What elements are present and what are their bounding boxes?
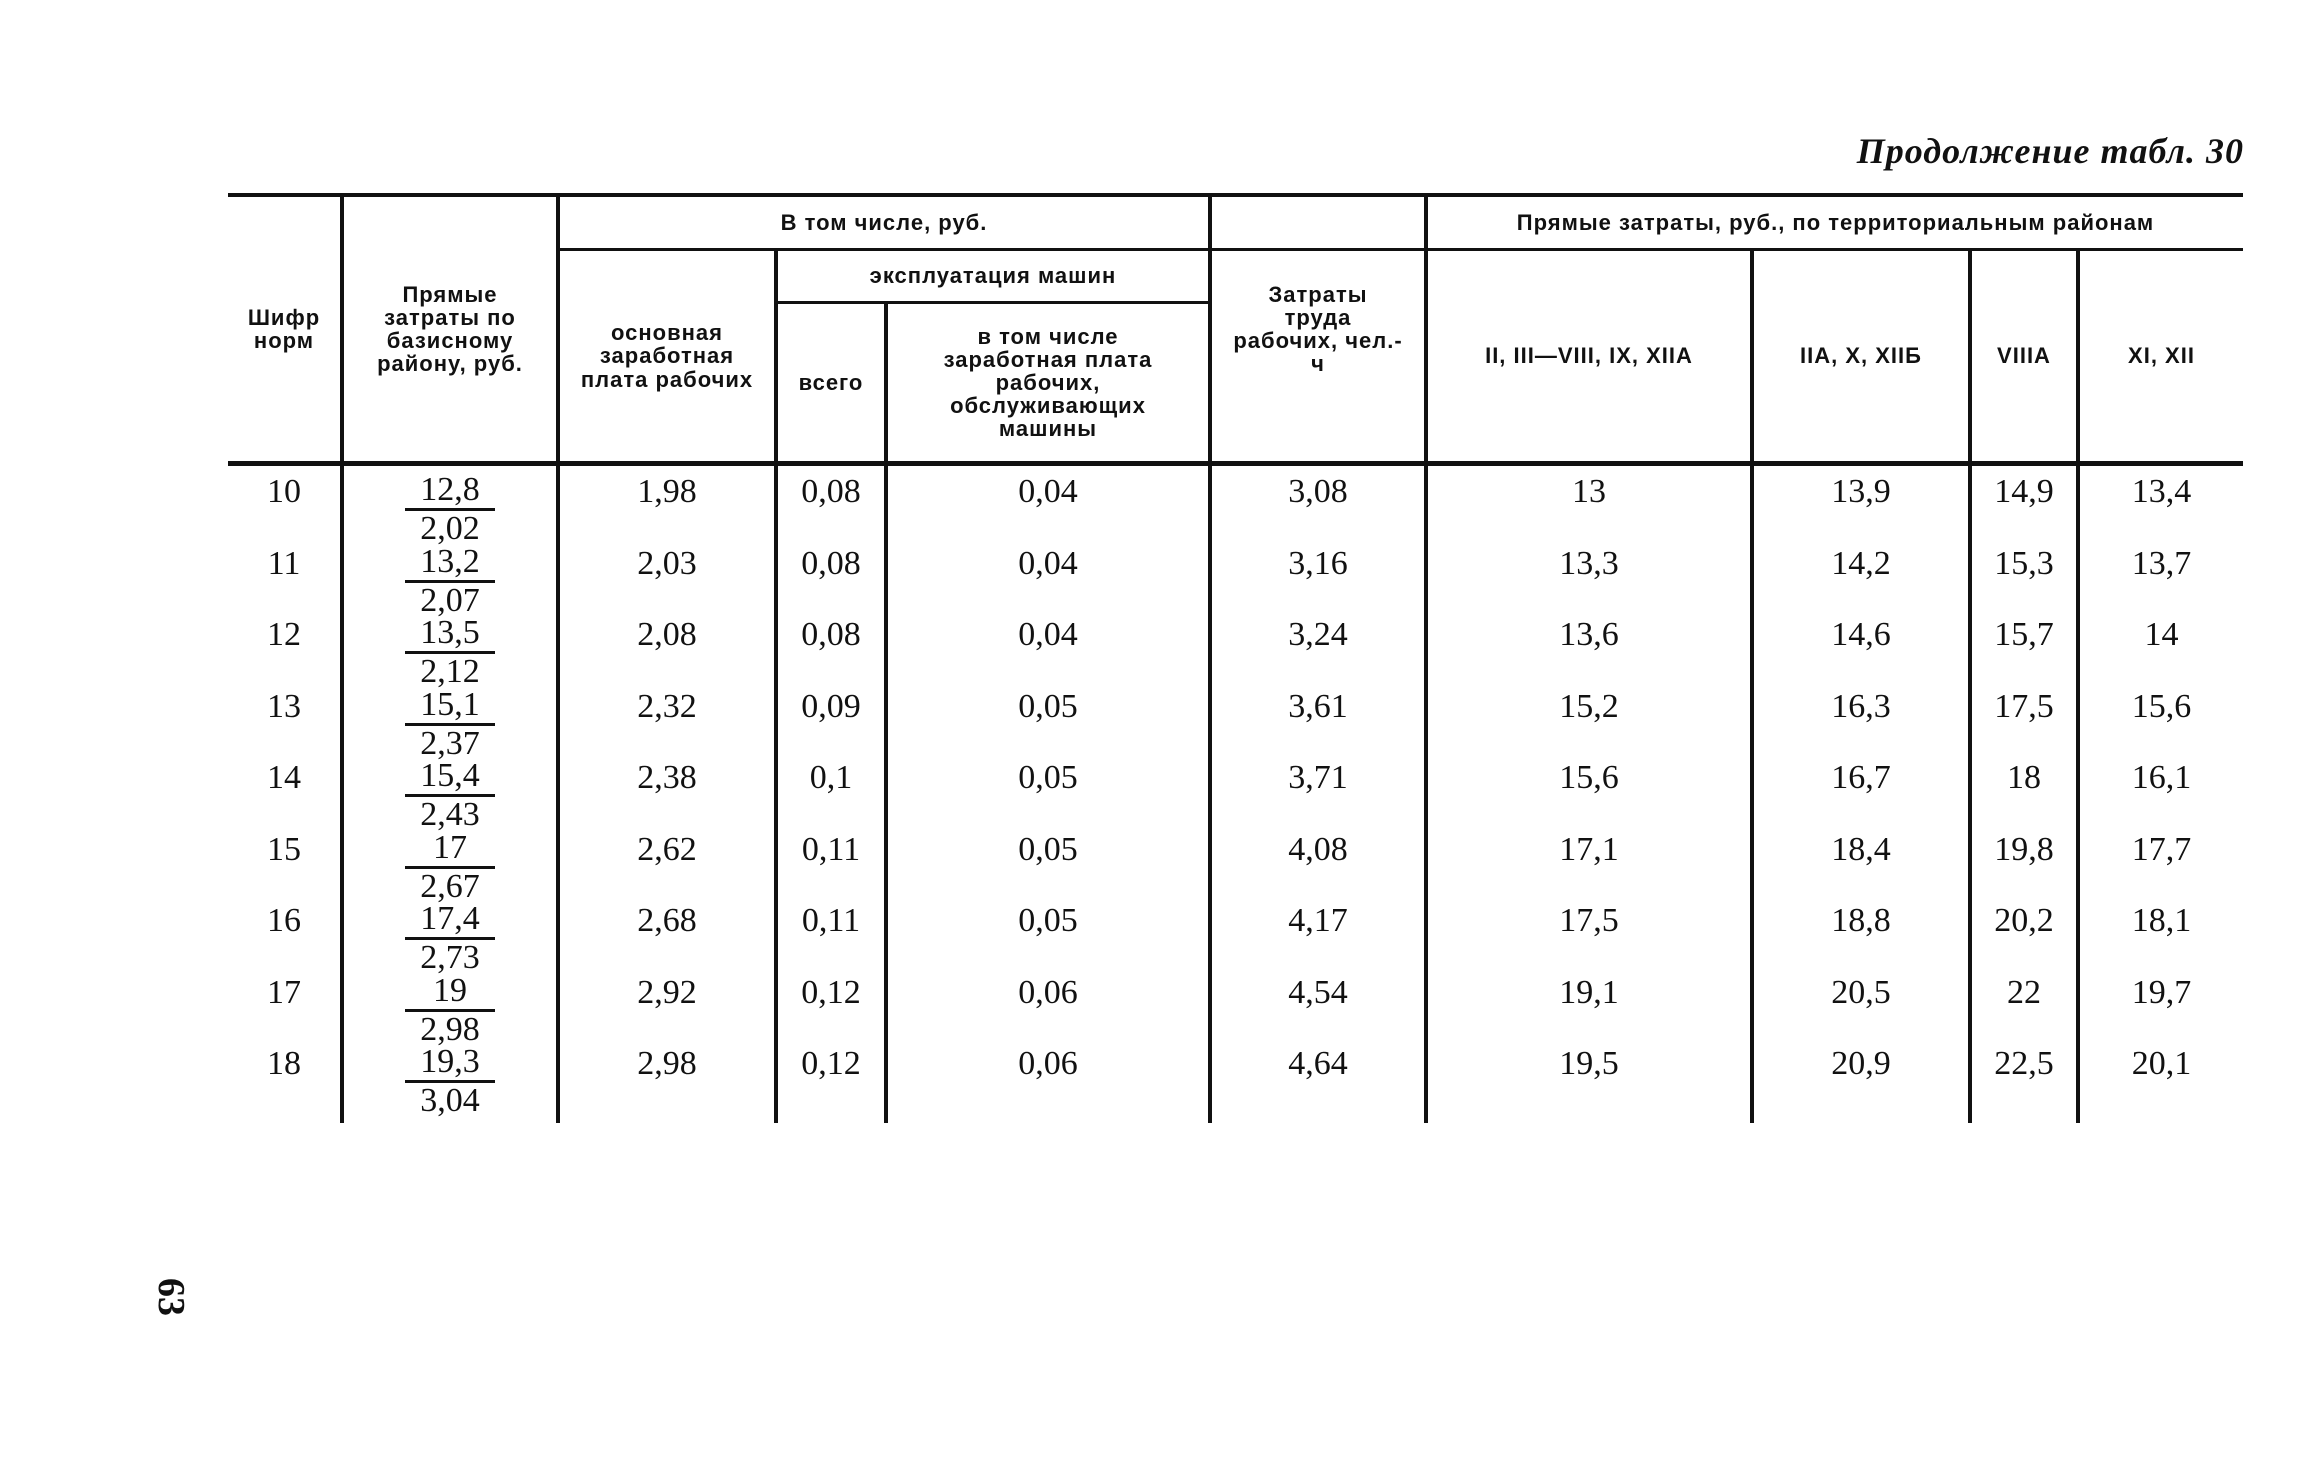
cell-direct-base-fraction	[405, 971, 495, 1048]
header-region-3: VIIIA	[1997, 343, 2051, 369]
cell-direct-base-fraction	[405, 685, 495, 762]
cell-region-2: 16,7	[1831, 759, 1891, 796]
cell-region-2: 20,9	[1831, 1045, 1891, 1082]
cell-region-3: 22,5	[1994, 1045, 2054, 1082]
cell-region-1: 13,6	[1559, 616, 1619, 653]
fraction-denominator: 2,12	[420, 653, 480, 690]
cell-incl: 0,06	[1018, 973, 1078, 1011]
header-incl-group: В том числе, руб.	[780, 209, 988, 235]
cell-base-wage: 2,03	[637, 544, 697, 582]
cell-incl: 0,04	[1018, 544, 1078, 582]
cell-region-4: 13,7	[2131, 544, 2192, 582]
cell-base-wage: 2,38	[637, 759, 697, 796]
cell-region-1: 17,5	[1559, 902, 1619, 939]
cell-total: 0,11	[801, 902, 861, 939]
table-header-rule	[228, 461, 2243, 466]
header-labor: Затраты труда рабочих, чел.-ч	[1233, 281, 1403, 377]
cell-region-1: 19,5	[1559, 1045, 1619, 1082]
cell-incl: 0,05	[1018, 759, 1078, 796]
header-total: всего	[798, 369, 864, 395]
cell-total: 0,1	[809, 759, 853, 796]
cell-region-4: 15,6	[2131, 687, 2192, 725]
cell-region-3: 17,5	[1994, 687, 2054, 725]
cell-incl: 0,04	[1018, 473, 1078, 510]
cell-region-1: 15,6	[1559, 759, 1619, 796]
header-machine-op: эксплуатация машин	[869, 263, 1117, 289]
cell-code: 15	[267, 830, 301, 868]
cell-incl: 0,05	[1018, 902, 1078, 939]
fraction-numerator: 12,8	[405, 473, 495, 511]
cell-base-wage: 2,08	[637, 616, 697, 653]
fraction-denominator: 2,98	[420, 1010, 480, 1048]
cell-code: 12	[267, 616, 301, 653]
cell-code: 17	[267, 973, 301, 1011]
cell-region-3: 22	[2007, 973, 2041, 1011]
cell-base-wage: 2,32	[637, 687, 697, 725]
cell-region-2: 18,8	[1831, 902, 1891, 939]
fraction-denominator: 2,37	[420, 724, 480, 762]
cell-region-3: 15,3	[1994, 544, 2054, 582]
cell-region-3: 14,9	[1994, 473, 2054, 510]
table-caption: Продолжение табл. 30	[1856, 131, 2244, 171]
fraction-denominator: 2,07	[420, 581, 480, 619]
cell-region-2: 18,4	[1831, 830, 1891, 868]
header-region-2: IIA, X, XIIБ	[1800, 343, 1922, 369]
cell-incl: 0,04	[1018, 616, 1078, 653]
cell-region-3: 20,2	[1994, 902, 2054, 939]
cell-region-4: 16,1	[2131, 759, 2192, 796]
fraction-numerator: 19,3	[405, 1045, 495, 1083]
header-regions-group: Прямые затраты, руб., по территориальным районам	[1516, 209, 2155, 235]
cell-total: 0,08	[801, 473, 861, 510]
cell-region-1: 15,2	[1559, 687, 1619, 725]
cell-total: 0,11	[801, 830, 861, 868]
cell-labor: 3,61	[1288, 687, 1348, 725]
cell-total: 0,08	[801, 616, 861, 653]
cell-region-4: 19,7	[2131, 973, 2192, 1011]
cell-labor: 4,08	[1288, 830, 1348, 868]
header-direct-base: Прямые затраты по базисному району, руб.	[377, 281, 523, 377]
fraction-denominator: 2,02	[420, 510, 480, 547]
cell-region-2: 14,6	[1831, 616, 1891, 653]
cell-total: 0,12	[801, 973, 861, 1011]
cell-region-3: 19,8	[1994, 830, 2054, 868]
cell-base-wage: 2,68	[637, 902, 697, 939]
header-incl-machinist-wage: в том числе заработная плата рабочих, обслуживающих машины	[943, 323, 1153, 442]
cell-incl: 0,05	[1018, 830, 1078, 868]
cell-region-3: 18	[2007, 759, 2041, 796]
cell-base-wage: 2,98	[637, 1045, 697, 1082]
cell-labor: 4,64	[1288, 1045, 1348, 1082]
fraction-numerator: 17,4	[405, 902, 495, 940]
fraction-numerator: 17	[405, 831, 495, 869]
cell-total: 0,09	[801, 687, 861, 725]
cell-region-2: 20,5	[1831, 973, 1891, 1011]
cell-region-4: 20,1	[2131, 1045, 2192, 1082]
fraction-denominator: 3,04	[420, 1082, 480, 1119]
cell-base-wage: 2,62	[637, 830, 697, 868]
cell-region-1: 13,3	[1559, 544, 1619, 582]
cell-direct-base-fraction	[405, 828, 495, 905]
cell-incl: 0,05	[1018, 687, 1078, 725]
cell-direct-base-fraction	[405, 616, 495, 689]
cell-region-4: 17,7	[2131, 830, 2192, 868]
cell-code: 14	[267, 759, 301, 796]
header-base-wage: основная заработная плата рабочих	[580, 320, 754, 392]
fraction-denominator: 2,73	[420, 939, 480, 976]
cell-region-2: 16,3	[1831, 687, 1891, 725]
fraction-numerator: 13,5	[405, 616, 495, 654]
cell-region-1: 17,1	[1559, 830, 1619, 868]
cell-region-2: 14,2	[1831, 544, 1891, 582]
cell-labor: 3,16	[1288, 544, 1348, 582]
cell-total: 0,08	[801, 544, 861, 582]
header-region-4: XI, XII	[2128, 343, 2195, 369]
cell-code: 11	[267, 544, 301, 582]
cell-labor: 3,71	[1288, 759, 1348, 796]
cell-labor: 3,24	[1288, 616, 1348, 653]
cell-direct-base-fraction	[405, 902, 495, 975]
fraction-numerator: 15,4	[405, 759, 495, 797]
cell-direct-base-fraction	[405, 473, 495, 546]
cell-labor: 4,17	[1288, 902, 1348, 939]
cell-incl: 0,06	[1018, 1045, 1078, 1082]
cell-direct-base-fraction	[405, 542, 495, 619]
cell-total: 0,12	[801, 1045, 861, 1082]
cell-direct-base-fraction	[405, 759, 495, 832]
cell-region-1: 13	[1572, 473, 1606, 510]
cell-region-4: 14	[2144, 616, 2179, 653]
cell-base-wage: 1,98	[637, 473, 697, 510]
fraction-denominator: 2,43	[420, 796, 480, 833]
cell-code: 18	[267, 1045, 301, 1082]
fraction-numerator: 15,1	[405, 688, 495, 726]
cell-region-4: 18,1	[2131, 902, 2192, 939]
cell-region-2: 13,9	[1831, 473, 1891, 510]
data-table	[228, 193, 2243, 1123]
fraction-numerator: 13,2	[405, 545, 495, 583]
cell-region-3: 15,7	[1994, 616, 2054, 653]
cell-labor: 4,54	[1288, 973, 1348, 1011]
cell-region-4: 13,4	[2131, 473, 2192, 510]
cell-code: 13	[267, 687, 301, 725]
cell-code: 16	[267, 902, 301, 939]
fraction-numerator: 19	[405, 974, 495, 1012]
cell-labor: 3,08	[1288, 473, 1348, 510]
header-region-1: II, III—VIII, IX, XIIA	[1485, 343, 1693, 369]
cell-direct-base-fraction	[405, 1045, 495, 1118]
header-code: Шифр норм	[247, 304, 321, 353]
cell-code: 10	[267, 473, 301, 510]
cell-base-wage: 2,92	[637, 973, 697, 1011]
fraction-denominator: 2,67	[420, 867, 480, 905]
cell-region-1: 19,1	[1559, 973, 1619, 1011]
page-number: 63	[150, 1278, 192, 1316]
